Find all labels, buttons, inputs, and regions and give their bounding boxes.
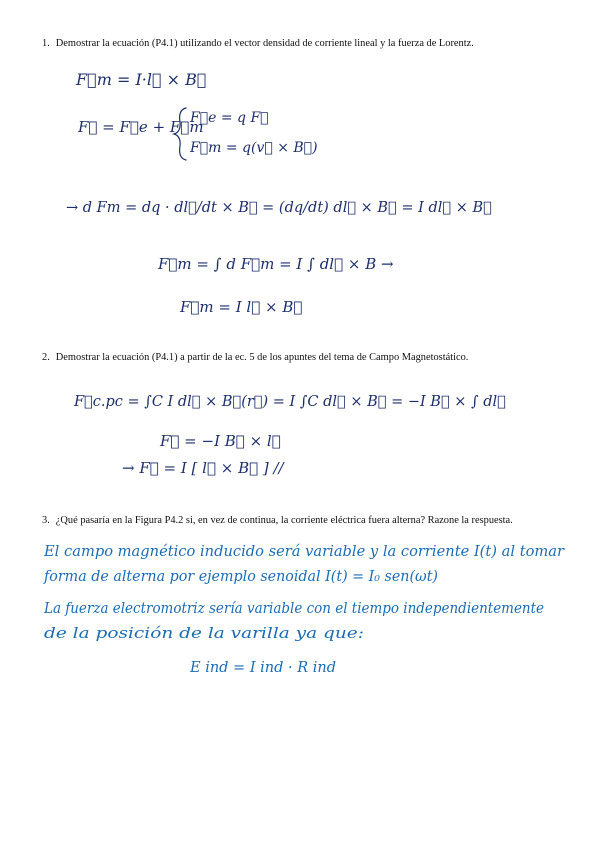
- answer-3-sentence-1-line-2: forma de alterna por ejemplo senoidal I(t) = I₀ sen(ωt): [43, 569, 438, 585]
- answer-2-line-1: F⃗c.pc = ∫C I dl⃗ × B⃗(r⃗) = I ∫C dl⃗ × B⃗ = −I B⃗ × ∫ dl⃗: [74, 394, 506, 410]
- question-3-number: 3.: [42, 515, 50, 526]
- answer-1-line-1: F⃗m = I·l⃗ × B⃗: [76, 70, 207, 89]
- question-2-number: 2.: [42, 352, 50, 363]
- answer-3-sentence-2-line-1: La fuerza electromotriz sería variable con el tiempo independientemente: [43, 601, 544, 617]
- answer-2-line-2: F⃗ = −I B⃗ × l⃗: [160, 432, 281, 450]
- answer-1-brace-bottom: F⃗m = q(v⃗ × B⃗): [190, 140, 318, 156]
- answer-1-line-4: F⃗m = ∫ d F⃗m = I ∫ dl⃗ × B →: [158, 255, 394, 273]
- answer-1-line-3: → d Fm = dq · dl⃗/dt × B⃗ = (dq/dt) dl⃗ × B⃗ = I dl⃗ × B⃗: [66, 200, 492, 216]
- answer-1-line-5: F⃗m = I l⃗ × B⃗: [180, 298, 303, 316]
- answer-1-line-2-left: F⃗ = F⃗e + F⃗m: [78, 118, 204, 136]
- question-2-text: Demostrar la ecuación (P4.1) a partir de la ec. 5 de los apuntes del tema de Campo Magnetostático.: [55, 352, 469, 363]
- answer-2-line-3: → F⃗ = I [ l⃗ × B⃗ ] //: [122, 459, 284, 477]
- answer-3-equation: E ind = I ind · R ind: [190, 660, 337, 676]
- question-1-number: 1.: [42, 38, 50, 49]
- answer-1: [66, 70, 492, 316]
- answer-2: [73, 394, 506, 477]
- answer-1-brace-top: F⃗e = q F⃗: [190, 110, 269, 126]
- question-3-text: ¿Qué pasaría en la Figura P4.2 si, en vez de continua, la corriente eléctrica fuera alterna? Razone la respuesta.: [55, 515, 513, 526]
- answer-3-sentence-1-line-1: El campo magnético inducido será variable y la corriente I(t) al tomar: [42, 544, 566, 560]
- answer-3-sentence-2-line-2: de la posición de la varilla ya que:: [44, 626, 364, 642]
- question-1-text: Demostrar la ecuación (P4.1) utilizando el vector densidad de corriente lineal y la fuerza de Lorentz.: [55, 38, 474, 49]
- answer-3: [43, 544, 565, 676]
